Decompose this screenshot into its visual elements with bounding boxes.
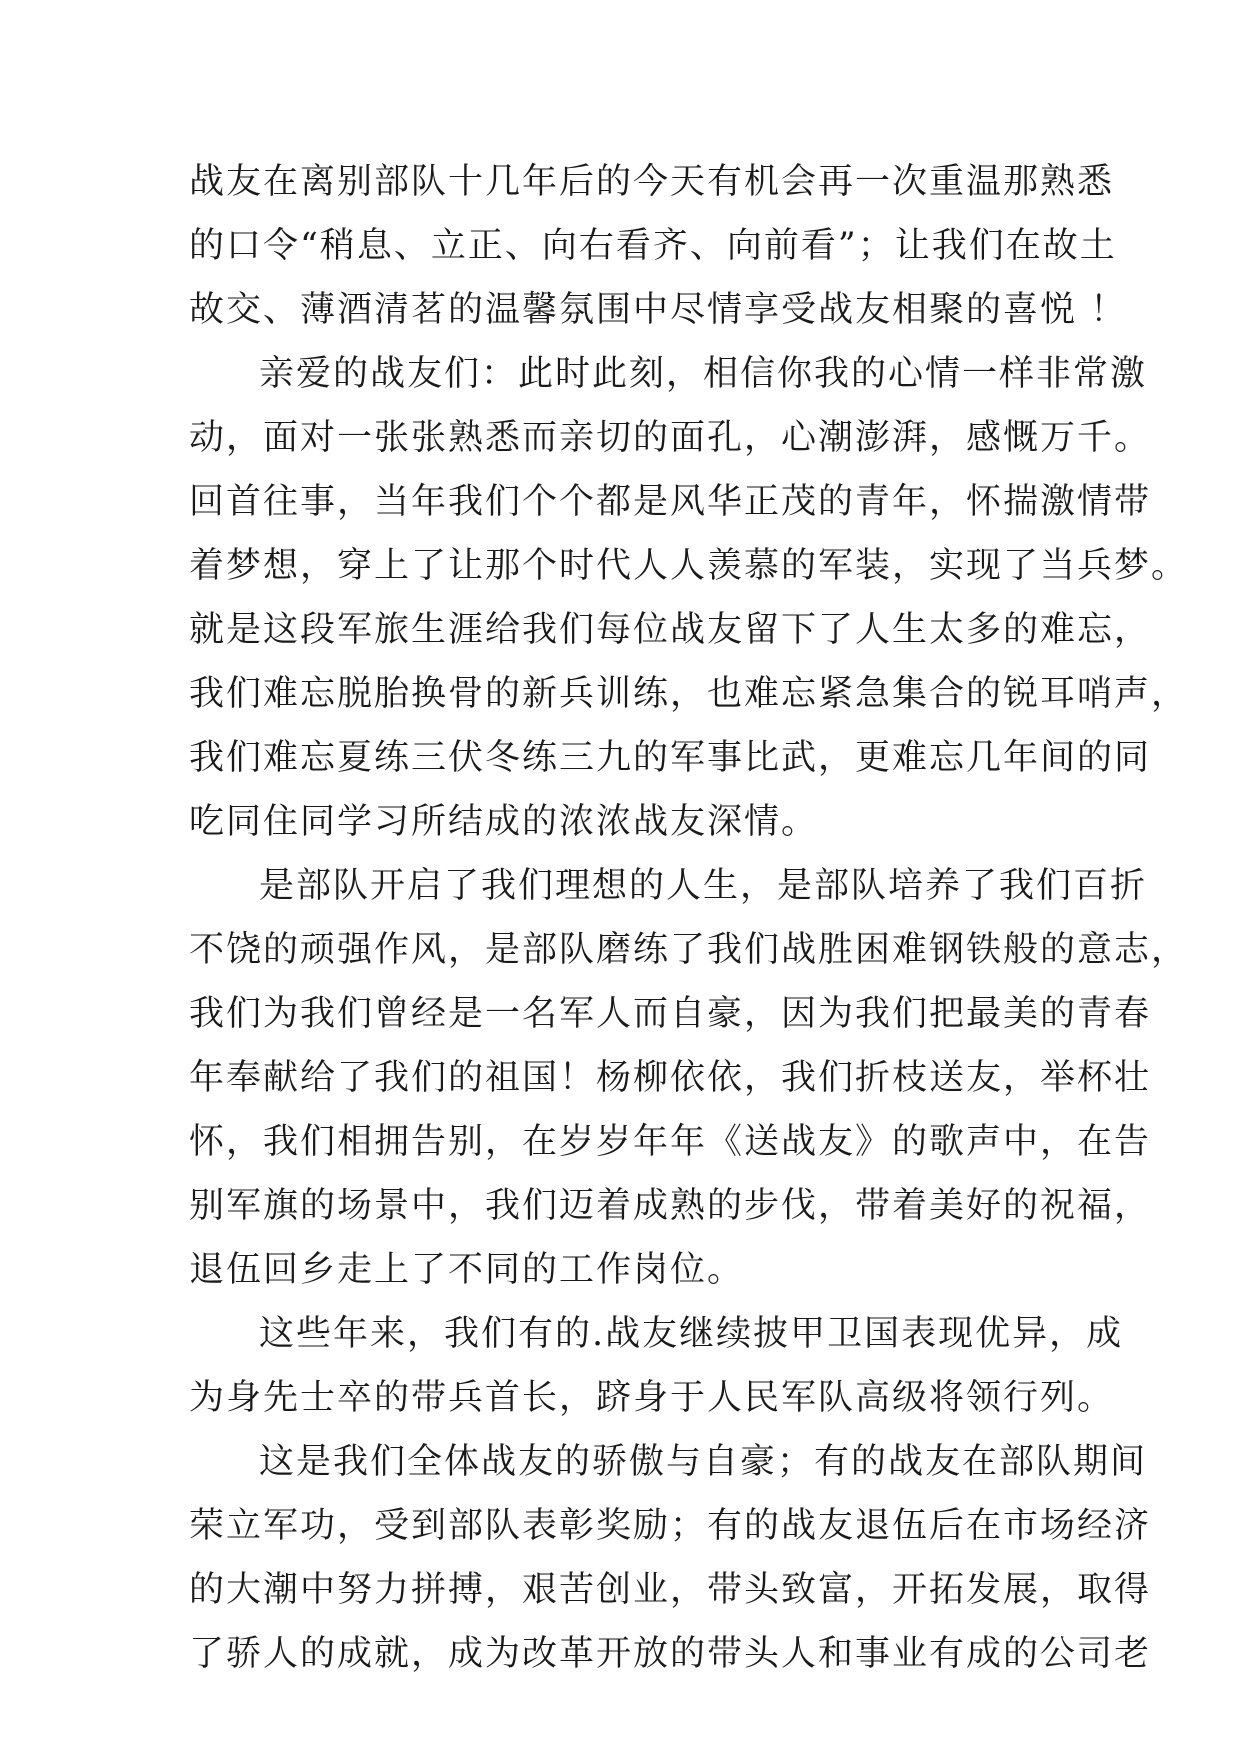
text-line: 我们难忘脱胎换骨的新兵训练，也难忘紧急集合的锐耳哨声， <box>189 674 1189 714</box>
text-line: 这些年来，我们有的.战友继续披甲卫国表现优异，成 <box>259 1314 1124 1354</box>
text-line: 为身先士卒的带兵首长，跻身于人民军队高级将领行列。 <box>189 1378 1115 1418</box>
text-line: 荣立军功，受到部队表彰奖励；有的战友退伍后在市场经济 <box>189 1506 1152 1546</box>
text-line: 别军旗的场景中，我们迈着成熟的步伐，带着美好的祝福， <box>189 1186 1152 1226</box>
body-text <box>189 150 1189 1686</box>
paragraph <box>189 342 1189 854</box>
text-line: 的大潮中努力拼搏，艰苦创业，带头致富，开拓发展，取得 <box>189 1570 1152 1610</box>
text-line: 着梦想，穿上了让那个时代人人羡慕的军装，实现了当兵梦。 <box>189 546 1189 586</box>
text-line: 这是我们全体战友的骄傲与自豪；有的战友在部队期间 <box>259 1442 1148 1482</box>
text-line: 故交、薄酒清茗的温馨氛围中尽情享受战友相聚的喜悦 ！ <box>189 290 1128 330</box>
paragraph <box>189 854 1189 1302</box>
text-line: 年奉献给了我们的祖国！杨柳依依，我们折枝送友，举杯壮 <box>189 1058 1152 1098</box>
text-line: 亲爱的战友们：此时此刻，相信你我的心情一样非常激 <box>259 354 1148 394</box>
text-line: 是部队开启了我们理想的人生，是部队培养了我们百折 <box>259 866 1148 906</box>
paragraph <box>189 1430 1152 1686</box>
text-line: 了骄人的成就，成为改革开放的带头人和事业有成的公司老 <box>189 1634 1152 1674</box>
text-line: 动，面对一张张熟悉而亲切的面孔，心潮澎湃，感慨万千。 <box>189 418 1152 458</box>
text-line: 就是这段军旅生涯给我们每位战友留下了人生太多的难忘， <box>189 610 1152 650</box>
text-line: 不饶的顽强作风，是部队磨练了我们战胜困难钢铁般的意志， <box>189 930 1189 970</box>
text-line: 的口令“稍息、立正、向右看齐、向前看”；让我们在故土 <box>189 226 1117 266</box>
text-line: 吃同住同学习所结成的浓浓战友深情。 <box>189 802 819 842</box>
text-line: 我们难忘夏练三伏冬练三九的军事比武，更难忘几年间的同 <box>189 738 1152 778</box>
text-line: 战友在离别部队十几年后的今天有机会再一次重温那熟悉 <box>189 162 1115 202</box>
text-line: 我们为我们曾经是一名军人而自豪，因为我们把最美的青春 <box>189 994 1152 1034</box>
text-line: 回首往事，当年我们个个都是风华正茂的青年，怀揣激情带 <box>189 482 1152 522</box>
paragraph <box>189 150 1128 342</box>
text-line: 怀，我们相拥告别，在岁岁年年《送战友》的歌声中，在告 <box>189 1122 1152 1162</box>
paragraph <box>189 1302 1124 1430</box>
text-line: 退伍回乡走上了不同的工作岗位。 <box>189 1250 745 1290</box>
